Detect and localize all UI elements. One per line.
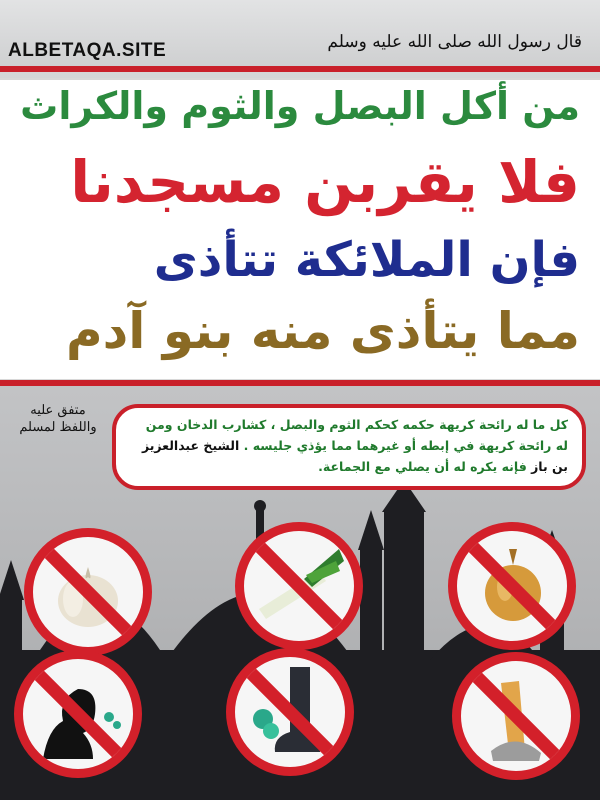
no-smoking-sign bbox=[452, 652, 580, 780]
hadith-line-4: مما يتأذى منه بنو آدم bbox=[66, 302, 580, 360]
hadith-line-1: من أكل البصل والثوم والكراث bbox=[20, 84, 580, 128]
source-line-2: واللفظ لمسلم bbox=[19, 420, 97, 435]
fatwa-box bbox=[112, 404, 586, 490]
no-foot-odor-sign bbox=[226, 648, 354, 776]
no-garlic-sign bbox=[24, 528, 152, 656]
bottom-divider bbox=[0, 380, 600, 386]
no-leek-sign bbox=[235, 522, 363, 650]
top-divider bbox=[0, 66, 600, 72]
hadith-line-3: فإن الملائكة تتأذى bbox=[153, 232, 580, 288]
fatwa-author: الشيخ عبدالعزيز بن باز bbox=[141, 438, 568, 474]
fatwa-conclusion: فإنه يكره له أن يصلي مع الجماعة. bbox=[318, 459, 527, 474]
hadith-line-2: فلا يقربن مسجدنا bbox=[70, 148, 580, 216]
fatwa-text: كل ما له رائحة كريهة حكمه كحكم الثوم والبصل ، كشارب الدخان ومن له رائحة كريهة في إبطه أو غيرهما مما يؤذي جليسه . bbox=[145, 417, 568, 453]
no-bad-breath-sign bbox=[14, 650, 142, 778]
source-line-1: متفق عليه bbox=[30, 403, 86, 418]
hadith-intro: قال رسول الله صلى الله عليه وسلم bbox=[327, 32, 582, 52]
site-name: ALBETAQA.SITE bbox=[8, 40, 167, 61]
hadith-source bbox=[8, 402, 108, 436]
no-onion-sign bbox=[448, 522, 576, 650]
